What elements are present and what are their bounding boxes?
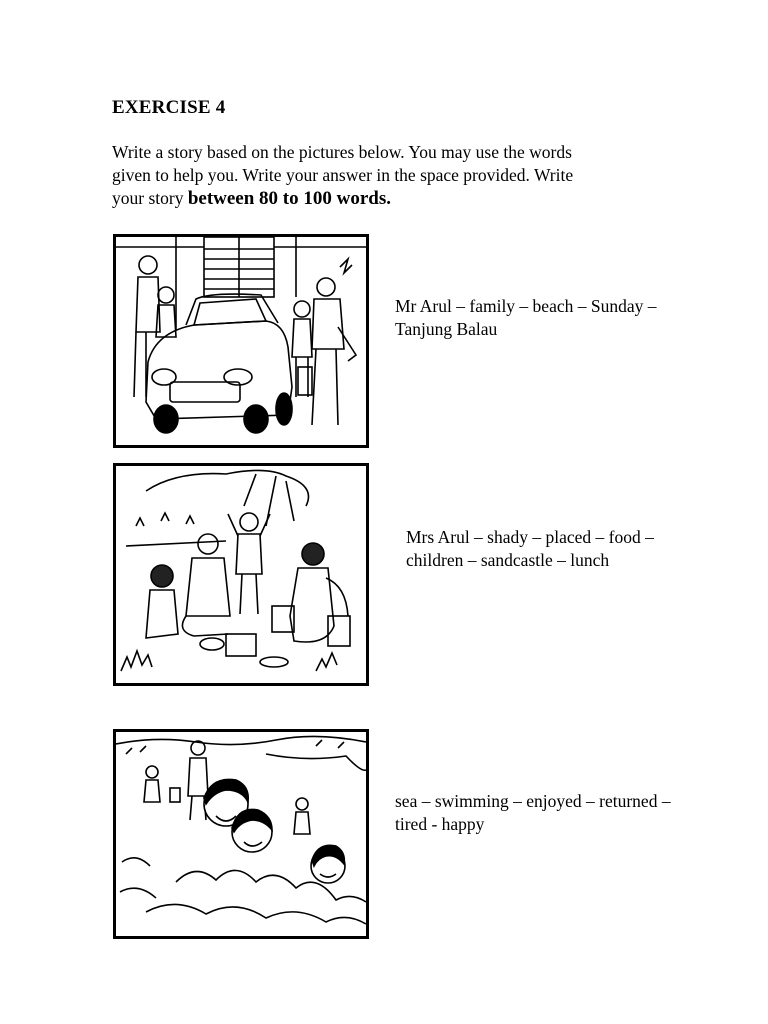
instructions-line-1: Write a story based on the pictures below. You may use the words	[112, 142, 572, 162]
instructions-line-2: given to help you. Write your answer in the space provided. Write	[112, 165, 574, 185]
family-picnic-under-tree-illustration	[116, 466, 366, 683]
word-count-requirement: between 80 to 100 words.	[187, 188, 392, 209]
instructions-line-3	[112, 187, 672, 210]
hint-2-line-1: Mrs Arul – shady – placed – food –	[406, 527, 654, 547]
family-washing-car-illustration	[116, 237, 366, 445]
hint-words-3	[395, 790, 725, 836]
hint-words-2	[406, 526, 736, 572]
children-swimming-in-sea-illustration	[116, 732, 366, 936]
hint-3-line-2: tired - happy	[395, 814, 485, 834]
picture-children-swimming	[113, 729, 369, 939]
picture-family-car	[113, 234, 369, 448]
hint-3-line-1: sea – swimming – enjoyed – returned –	[395, 791, 671, 811]
exercise-title: EXERCISE 4	[112, 97, 226, 118]
hint-1-line-2: Tanjung Balau	[395, 319, 498, 339]
hint-1-line-1: Mr Arul – family – beach – Sunday –	[395, 296, 657, 316]
instructions	[112, 141, 672, 210]
picture-family-picnic	[113, 463, 369, 686]
hint-2-line-2: children – sandcastle – lunch	[406, 550, 610, 570]
instructions-line-3-prefix: your story	[112, 188, 188, 208]
hint-words-1	[395, 295, 725, 341]
